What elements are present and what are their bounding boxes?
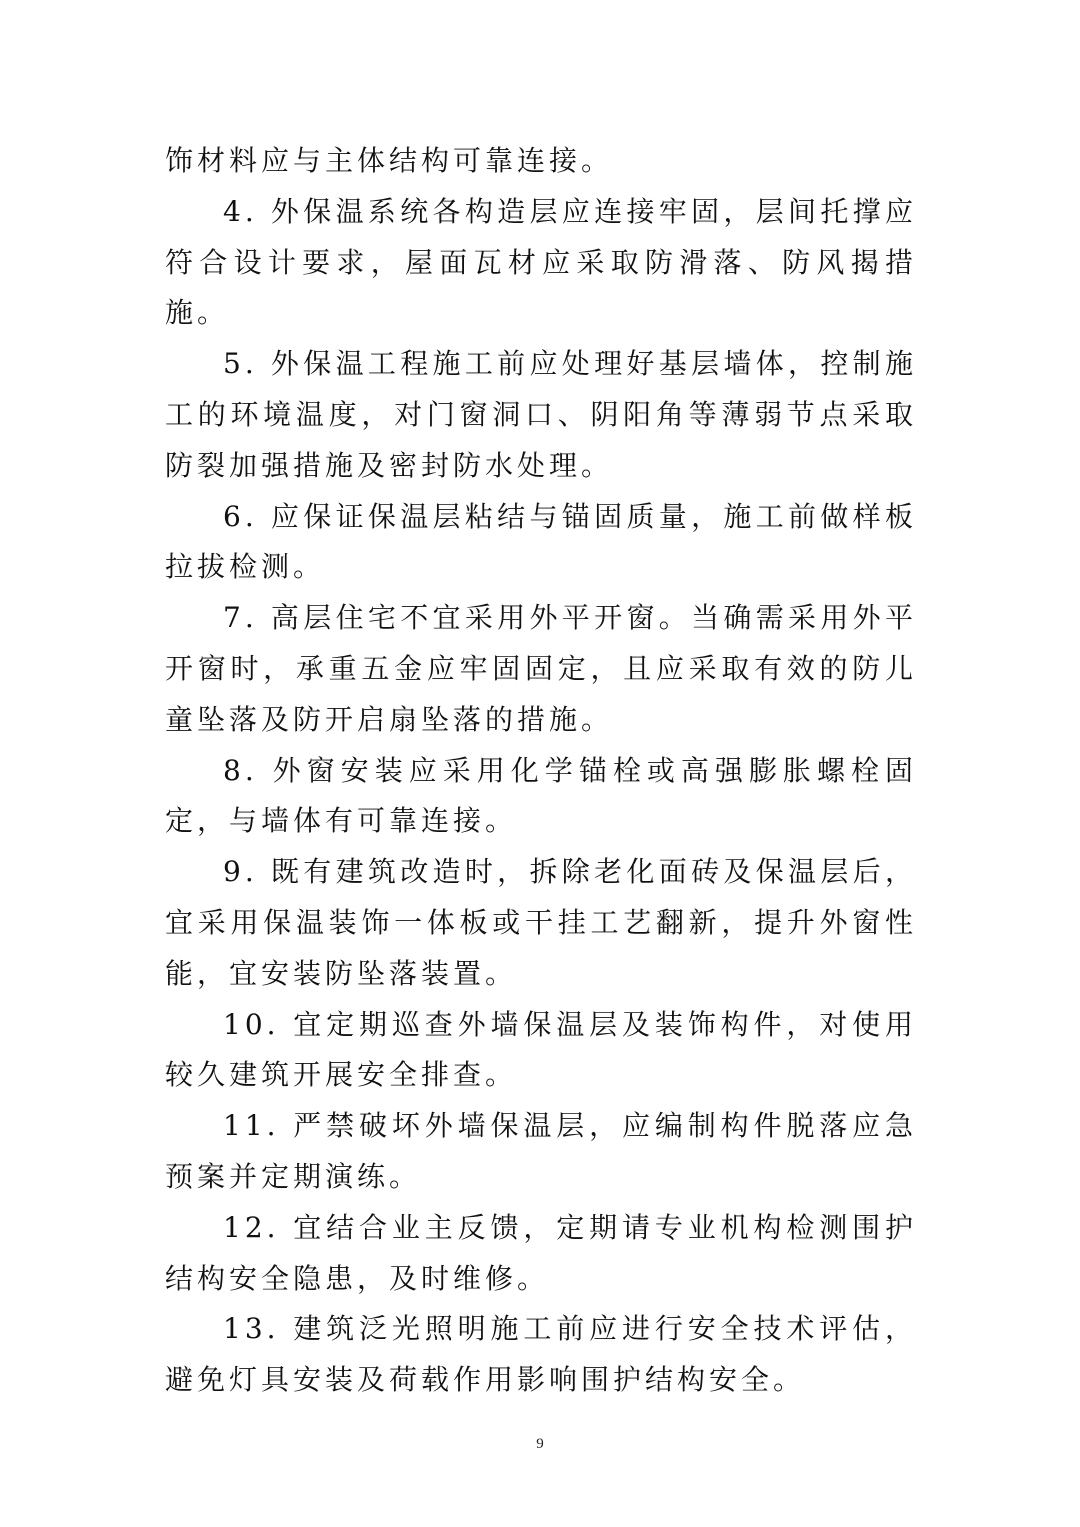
paragraph-continuation: 饰材料应与主体结构可靠连接。 <box>165 144 614 177</box>
paragraph-item-6: 6. 应保证保温层粘结与锚固质量，施工前做样板拉拔检测。 <box>165 499 917 584</box>
page-number: 9 <box>536 1436 544 1452</box>
paragraph-item-8: 8. 外窗安装应采用化学锚栓或高强膨胀螺栓固定，与墙体有可靠连接。 <box>165 753 917 838</box>
paragraph-item-13: 13. 建筑泛光照明施工前应进行安全技术评估，避免灯具安装及荷载作用影响围护结构安全。 <box>165 1312 917 1397</box>
paragraph-item-7: 7. 高层住宅不宜采用外平开窗。当确需采用外平开窗时，承重五金应牢固固定，且应采取有效的防儿童坠落及防开启扇坠落的措施。 <box>165 601 917 736</box>
paragraph-item-4: 4. 外保温系统各构造层应连接牢固，层间托撑应符合设计要求，屋面瓦材应采取防滑落、防风揭措施。 <box>165 194 917 330</box>
paragraph-item-10: 10. 宜定期巡查外墙保温层及装饰构件，对使用较久建筑开展安全排查。 <box>165 1007 917 1092</box>
paragraph-item-5: 5. 外保温工程施工前应处理好基层墙体，控制施工的环境温度，对门窗洞口、阴阳角等薄弱节点采取防裂加强措施及密封防水处理。 <box>165 347 917 482</box>
paragraph-item-12: 12. 宜结合业主反馈，定期请专业机构检测围护结构安全隐患，及时维修。 <box>165 1210 917 1295</box>
document-body <box>165 136 917 1406</box>
paragraph-item-9: 9. 既有建筑改造时，拆除老化面砖及保温层后，宜采用保温装饰一体板或干挂工艺翻新，提升外窗性能，宜安装防坠落装置。 <box>165 855 917 990</box>
paragraph-item-11: 11. 严禁破坏外墙保温层，应编制构件脱落应急预案并定期演练。 <box>165 1109 917 1193</box>
